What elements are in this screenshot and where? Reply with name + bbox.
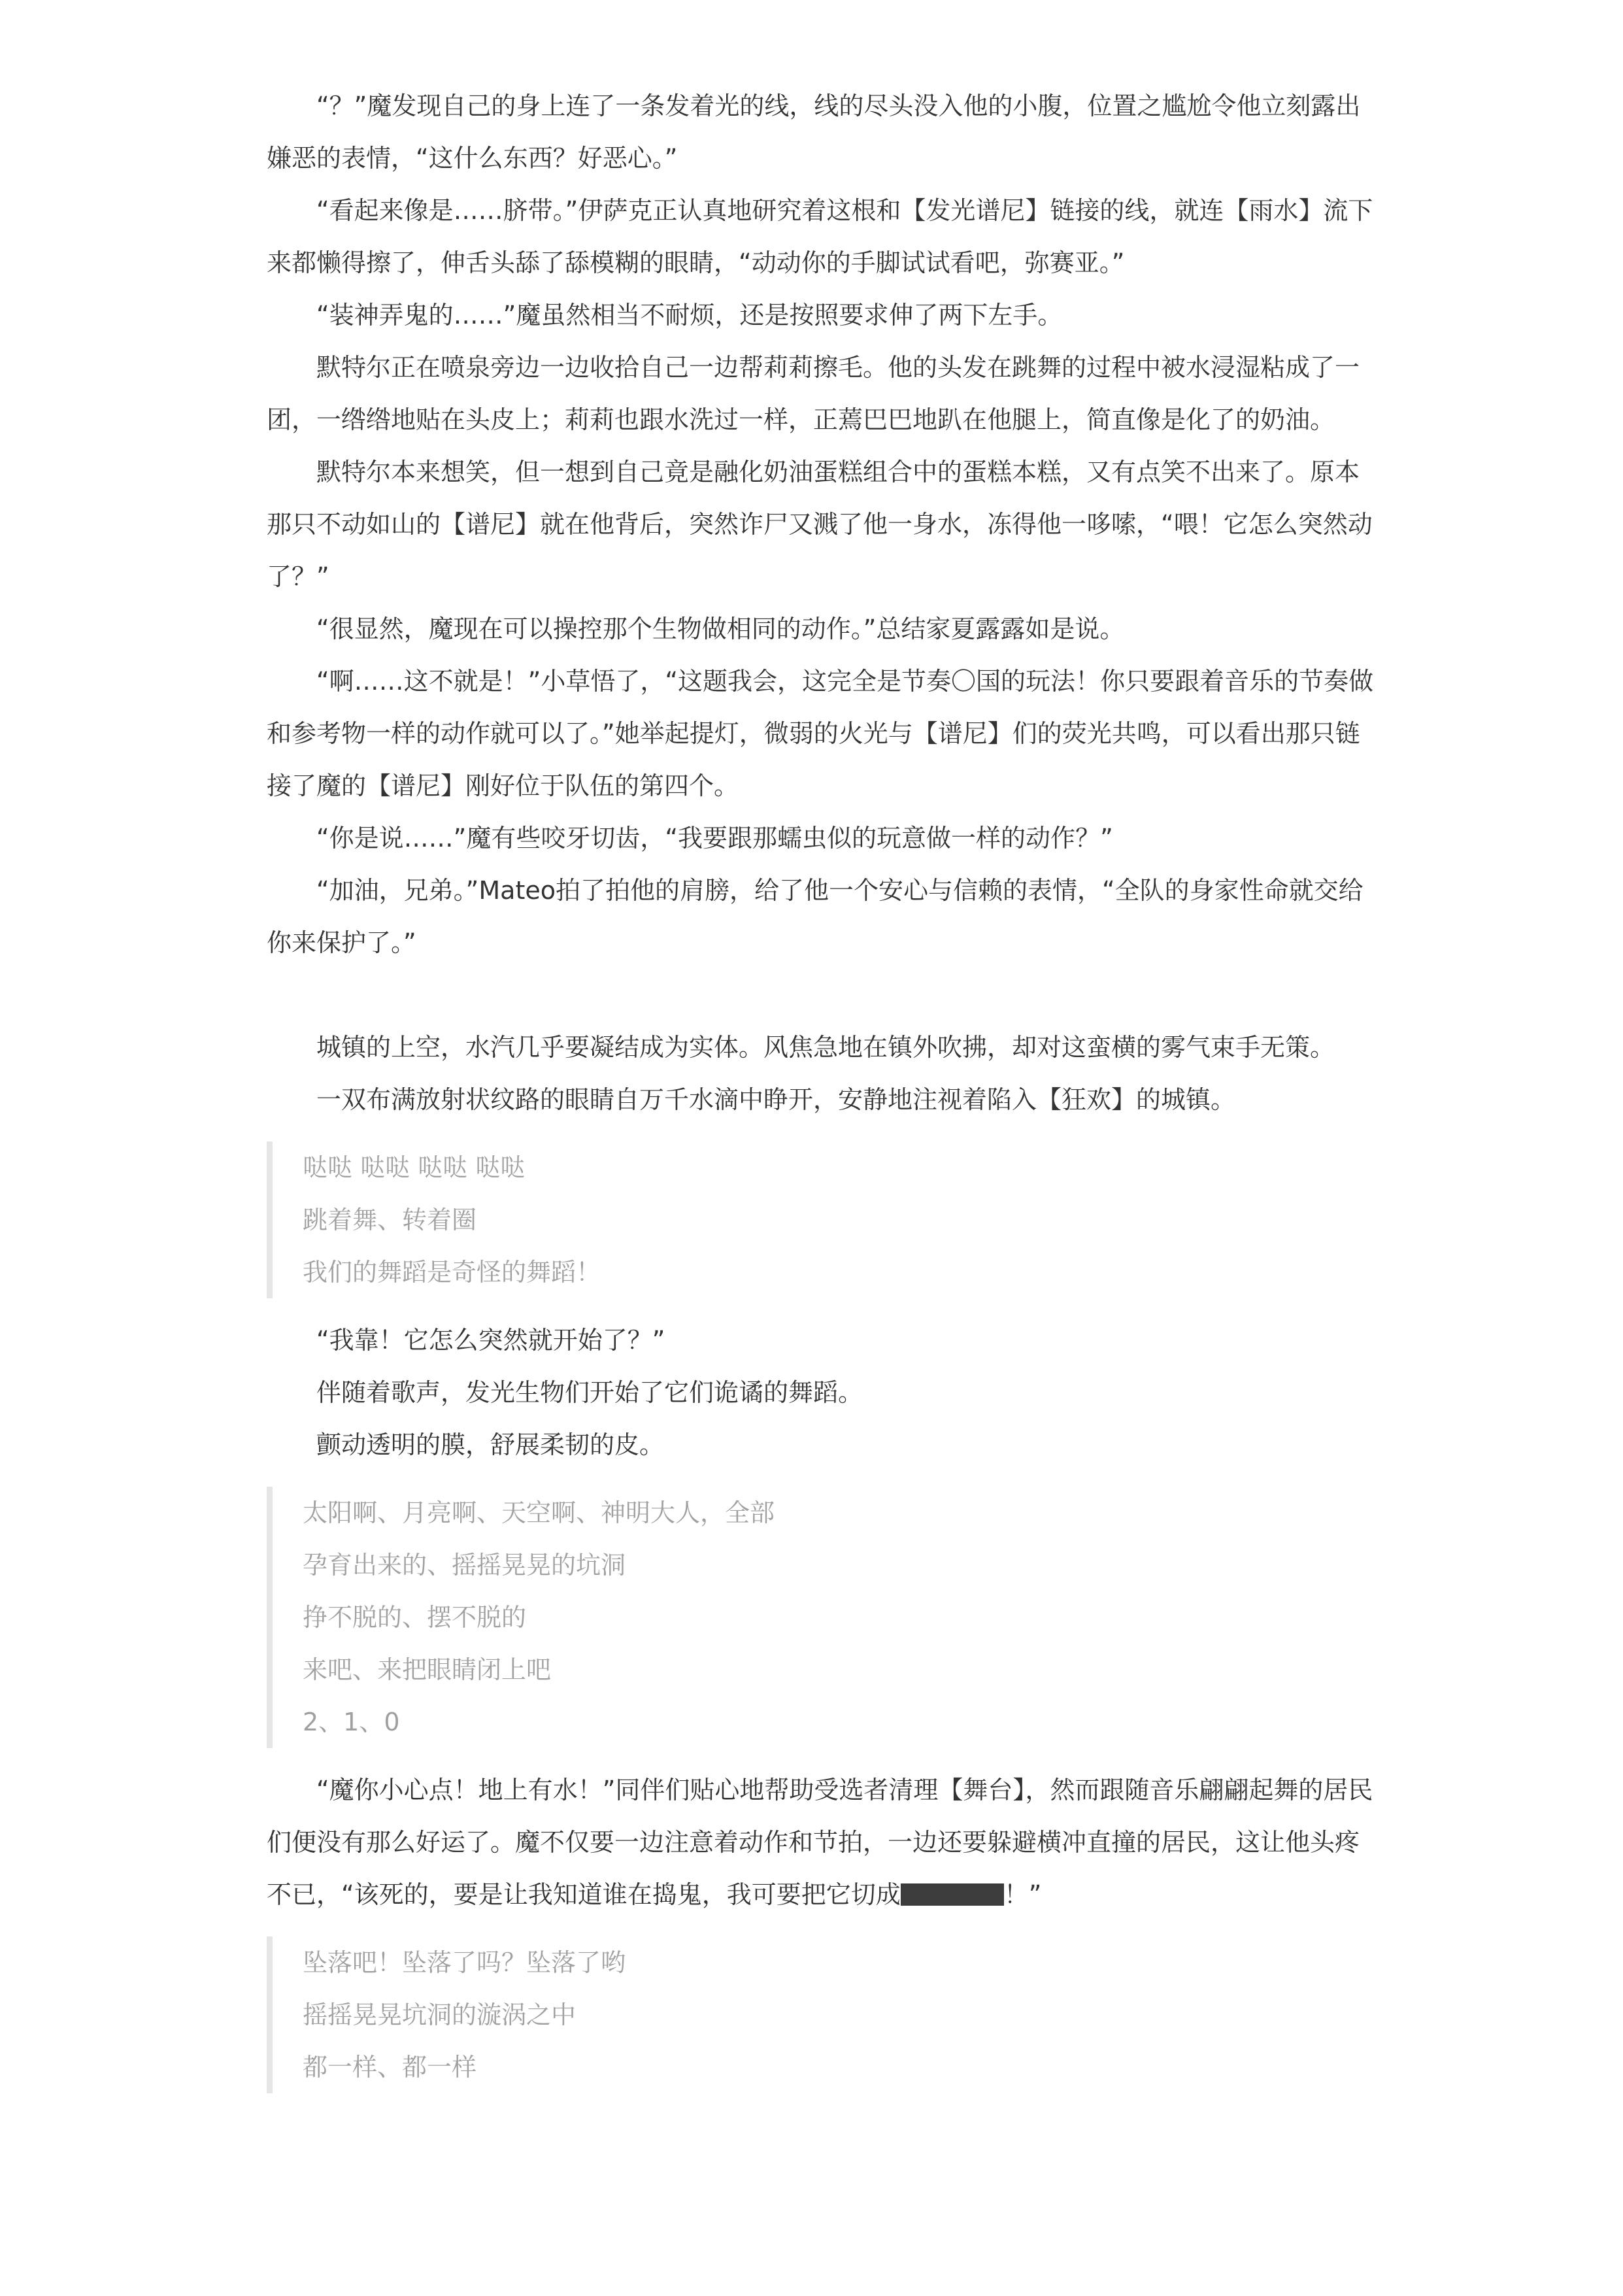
lyric-line: 坠落吧！坠落了吗？坠落了哟 (303, 1948, 626, 1977)
paragraph: “看起来像是……脐带。”伊萨克正认真地研究着这根和【发光谱尼】链接的线，就连【雨水】流下来都懒得擦了，伸舌头舔了舔模糊的眼睛，“动动你的手脚试试看吧，弥赛亚。” (267, 196, 1373, 277)
paragraph (267, 1764, 1378, 1921)
lyrics-quote (267, 1141, 1378, 1298)
lyric-line: 孕育出来的、摇摇晃晃的坑洞 (303, 1551, 626, 1579)
lyric-line: 哒哒 哒哒 哒哒 哒哒 (303, 1153, 526, 1182)
lyric-line: 跳着舞、转着圈 (303, 1206, 477, 1234)
lyric-line: 来吧、来把眼睛闭上吧 (303, 1655, 552, 1684)
paragraph: “你是说……”魔有些咬牙切齿，“我要跟那蠕虫似的玩意做一样的动作？” (316, 824, 1113, 853)
paragraph: 城镇的上空，水汽几乎要凝结成为实体。风焦急地在镇外吹拂，却对这蛮横的雾气束手无策。 (316, 1033, 1335, 1062)
section-break (267, 969, 1378, 1021)
lyric-line: 2、1、0 (303, 1708, 400, 1736)
paragraph: 伴随着歌声，发光生物们开始了它们诡谲的舞蹈。 (316, 1378, 863, 1407)
paragraph: “很显然，魔现在可以操控那个生物做相同的动作。”总结家夏露露如是说。 (316, 615, 1125, 643)
lyric-line: 摇摇晃晃坑洞的漩涡之中 (303, 2001, 577, 2029)
lyrics-quote (267, 1936, 1378, 2093)
paragraph: 一双布满放射状纹路的眼睛自万千水滴中睁开，安静地注视着陷入【狂欢】的城镇。 (316, 1085, 1236, 1114)
paragraph-text: “魔你小心点！地上有水！”同伴们贴心地帮助受选者清理【舞台】，然而跟随音乐翩翩起舞的居民们便没有那么好运了。魔不仅要一边注意着动作和节拍，一边还要躲避横冲直撞的居民，这让他头疼不已，“该死的，要是让我知道谁在捣鬼，我可要把它切成 (267, 1776, 1373, 1909)
lyric-line: 都一样、都一样 (303, 2053, 477, 2082)
paragraph: 默特尔本来想笑，但一想到自己竟是融化奶油蛋糕组合中的蛋糕本糕，又有点笑不出来了。原本那只不动如山的【谱尼】就在他背后，突然诈尸又溅了他一身水，冻得他一哆嗦，“喂！它怎么突然动了？” (267, 458, 1373, 591)
lyric-line: 我们的舞蹈是奇怪的舞蹈！ (303, 1258, 601, 1287)
lyrics-quote (267, 1487, 1378, 1748)
paragraph: “加油，兄弟。”Mateo拍了拍他的肩膀，给了他一个安心与信赖的表情，“全队的身家性命就交给你来保护了。” (267, 876, 1364, 957)
paragraph: “装神弄鬼的……”魔虽然相当不耐烦，还是按照要求伸了两下左手。 (316, 301, 1063, 329)
document-body (267, 80, 1378, 2109)
paragraph: “？”魔发现自己的身上连了一条发着光的线，线的尽头没入他的小腹，位置之尴尬令他立刻露出嫌恶的表情，“这什么东西？好恶心。” (267, 92, 1361, 173)
paragraph: 颤动透明的膜，舒展柔韧的皮。 (316, 1430, 665, 1459)
lyric-line: 挣不脱的、摆不脱的 (303, 1603, 527, 1632)
paragraph-text: ！” (1003, 1880, 1042, 1909)
paragraph: “我靠！它怎么突然就开始了？” (316, 1326, 665, 1355)
lyric-line: 太阳啊、月亮啊、天空啊、神明大人，全部 (303, 1498, 775, 1527)
redaction-block (901, 1883, 1004, 1906)
paragraph: 默特尔正在喷泉旁边一边收拾自己一边帮莉莉擦毛。他的头发在跳舞的过程中被水浸湿粘成了一团，一绺绺地贴在头皮上；莉莉也跟水洗过一样，正蔫巴巴地趴在他腿上，简直像是化了的奶油。 (267, 353, 1360, 434)
paragraph: “啊……这不就是！”小草悟了，“这题我会，这完全是节奏〇国的玩法！你只要跟着音乐的节奏做和参考物一样的动作就可以了。”她举起提灯，微弱的火光与【谱尼】们的荧光共鸣，可以看出那只链接了魔的【谱尼】刚好位于队伍的第四个。 (267, 667, 1374, 800)
